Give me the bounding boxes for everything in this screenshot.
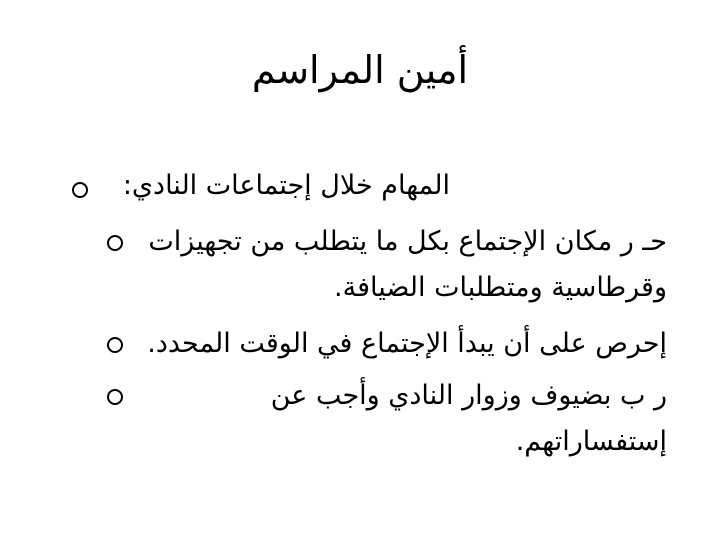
bullet-marker-icon (107, 389, 123, 405)
sub-bullet-start-on-time: إحرص على أن يبدأ الإجتماع في الوقت المحدد. (147, 328, 667, 359)
bullet-marker-icon (107, 235, 123, 251)
slide-title: أمين المراسم (251, 48, 469, 92)
bullet-marker-icon (107, 337, 123, 353)
sub-bullet-venue-line-2: وقرطاسية ومتطلبات الضيافة. (334, 272, 667, 303)
sub-bullet-welcome-guests-line-2: إستفساراتهم. (515, 426, 667, 457)
bullet-item-meeting-tasks: المهام خلال إجتماعات النادي: (122, 170, 450, 201)
sub-bullet-venue-line-1: حـ ر مكان الإجتماع بكل ما يتطلب من تجهيزات (148, 226, 667, 257)
bullet-marker-icon (72, 182, 88, 198)
sub-bullet-welcome-guests-line-1: ر ب بضيوف وزوار النادي وأجب عن (270, 380, 667, 411)
